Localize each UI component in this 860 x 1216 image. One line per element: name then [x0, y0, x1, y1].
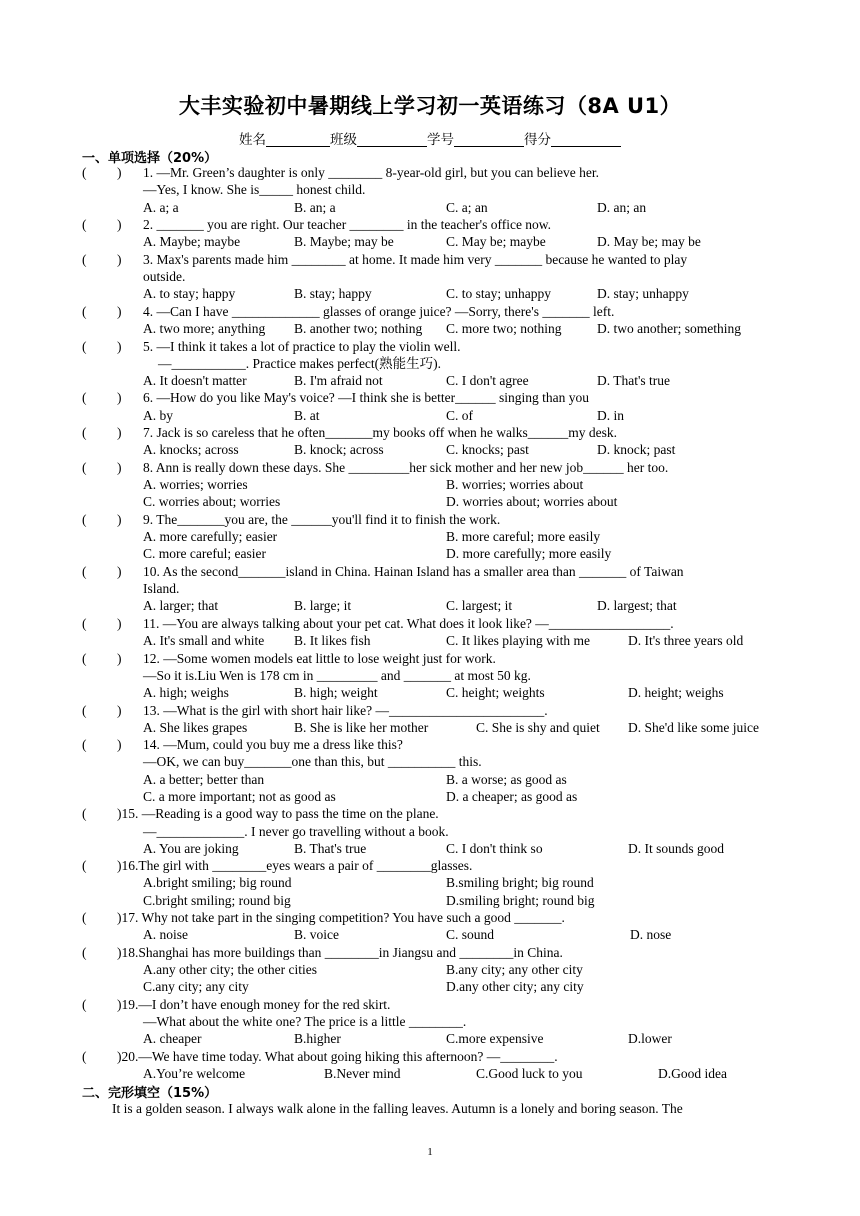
option-d: D. a cheaper; as good as [446, 789, 578, 804]
question-text: 8. Ann is really down these days. She _________her sick mother and her new job______ her too. [143, 460, 669, 475]
question-10-line-2 [0, 580, 860, 597]
option-a: A. a better; better than [143, 772, 265, 787]
name-label: 姓名 [239, 132, 266, 148]
option-b: B. knock; across [294, 442, 384, 457]
option-c: C. She is shy and quiet [476, 720, 600, 735]
option-b: B. voice [294, 927, 339, 942]
question-9-options-row-1 [0, 528, 860, 545]
option-d: D.Good idea [658, 1066, 727, 1081]
option-c: C. more careful; easier [143, 546, 266, 561]
option-a: A. two more; anything [143, 321, 266, 336]
question-text: )15. —Reading is a good way to pass the time on the plane. [117, 806, 439, 821]
option-b: B. That's true [294, 841, 367, 856]
question-text: )20.—We have time today. What about going hiking this afternoon? —________. [117, 1049, 558, 1064]
option-a: A. knocks; across [143, 442, 239, 457]
question-14-line-2 [0, 753, 860, 770]
question-text: )19.—I don’t have enough money for the red skirt. [117, 997, 391, 1012]
answer-paren: ( [82, 252, 87, 267]
question-9 [0, 511, 860, 528]
option-a: A. You are joking [143, 841, 239, 856]
cloze-passage: It is a golden season. I always walk alone in the falling leaves. Autumn is a lonely and boring season. The [112, 1101, 683, 1116]
option-d: D. worries about; worries about [446, 494, 618, 509]
question-text: 1. —Mr. Green’s daughter is only ________ 8-year-old girl, but you can believe her. [143, 165, 600, 180]
option-d: D. It's three years old [628, 633, 744, 648]
option-d: D. knock; past [597, 442, 676, 457]
answer-paren: ( [82, 806, 87, 821]
question-text: )17. Why not take part in the singing competition? You have such a good _______. [117, 910, 565, 925]
option-d: D. more carefully; more easily [446, 546, 612, 561]
option-a: A. It's small and white [143, 633, 265, 648]
option-c: C. more two; nothing [446, 321, 562, 336]
question-1-line-2 [0, 181, 860, 198]
option-d: D. May be; may be [597, 234, 701, 249]
paren-close: ) [117, 217, 122, 232]
question-19 [0, 996, 860, 1013]
question-12 [0, 650, 860, 667]
option-a: A. high; weighs [143, 685, 229, 700]
option-b: B. more careful; more easily [446, 529, 601, 544]
question-text: —_____________. I never go travelling without a book. [143, 824, 449, 839]
answer-paren: ( [82, 165, 87, 180]
question-text: —OK, we can buy_______one than this, but __________ this. [143, 754, 482, 769]
option-b: B. a worse; as good as [446, 772, 567, 787]
answer-paren: ( [82, 945, 87, 960]
paren-close: ) [117, 425, 122, 440]
question-17-options [0, 926, 860, 943]
question-11-options [0, 632, 860, 649]
option-d: D. height; weighs [628, 685, 724, 700]
option-c: C. worries about; worries [143, 494, 281, 509]
option-b: B.smiling bright; big round [446, 875, 594, 890]
question-13-options [0, 719, 860, 736]
question-17 [0, 909, 860, 926]
paren-close: ) [117, 460, 122, 475]
answer-paren: ( [82, 651, 87, 666]
score-label: 得分 [524, 132, 551, 148]
paren-close: ) [117, 737, 122, 752]
question-text: 10. As the second_______island in China. Hainan Island has a smaller area than _______ of Taiwan [143, 564, 684, 579]
option-a: A. more carefully; easier [143, 529, 278, 544]
option-c: C. a; an [446, 200, 488, 215]
question-18-options-row-2 [0, 978, 860, 995]
option-c: C. of [446, 408, 473, 423]
question-text: 13. —What is the girl with short hair like? —_______________________. [143, 703, 548, 718]
option-d: D.any other city; any city [446, 979, 584, 994]
question-text: 11. —You are always talking about your pet cat. What does it look like? —__________________. [143, 616, 674, 631]
question-14-options-row-2 [0, 788, 860, 805]
paren-close: ) [117, 390, 122, 405]
question-7-options [0, 441, 860, 458]
option-c: C.any city; any city [143, 979, 249, 994]
question-19-options [0, 1030, 860, 1047]
answer-paren: ( [82, 858, 87, 873]
option-d: D. largest; that [597, 598, 677, 613]
option-b: B. at [294, 408, 320, 423]
question-text: —Yes, I know. She is_____ honest child. [143, 182, 366, 197]
option-a: A.bright smiling; big round [143, 875, 292, 890]
option-b: B. an; a [294, 200, 336, 215]
question-4-options [0, 320, 860, 337]
question-5 [0, 338, 860, 355]
option-a: A. It doesn't matter [143, 373, 247, 388]
answer-paren: ( [82, 460, 87, 475]
option-d: D. nose [630, 927, 672, 942]
answer-paren: ( [82, 564, 87, 579]
option-d: D. That's true [597, 373, 671, 388]
answer-paren: ( [82, 703, 87, 718]
question-text: Island. [143, 581, 180, 596]
question-10 [0, 563, 860, 580]
question-2 [0, 216, 860, 233]
question-1 [0, 164, 860, 181]
question-18 [0, 944, 860, 961]
question-3-options [0, 285, 860, 302]
page-number: 1 [427, 1146, 433, 1158]
option-a: A. to stay; happy [143, 286, 236, 301]
option-c: C. I don't think so [446, 841, 543, 856]
option-b: B.higher [294, 1031, 341, 1046]
question-16-options-row-2 [0, 892, 860, 909]
answer-paren: ( [82, 910, 87, 925]
question-text: 14. —Mum, could you buy me a dress like this? [143, 737, 403, 752]
option-b: B. She is like her mother [294, 720, 429, 735]
score-blank [551, 132, 621, 147]
question-11 [0, 615, 860, 632]
question-1-options [0, 199, 860, 216]
option-d: D.smiling bright; round big [446, 893, 595, 908]
question-16-options-row-1 [0, 874, 860, 891]
option-b: B. stay; happy [294, 286, 372, 301]
question-18-options-row-1 [0, 961, 860, 978]
section-title-multiple-choice: 一、单项选择（20%） [82, 151, 218, 166]
option-c: C. largest; it [446, 598, 513, 613]
question-text: 2. _______ you are right. Our teacher ________ in the teacher's office now. [143, 217, 552, 232]
question-text: 7. Jack is so careless that he often_______my books off when he walks______my desk. [143, 425, 618, 440]
page-title: 大丰实验初中暑期线上学习初一英语练习（8A U1） [178, 94, 682, 118]
answer-paren: ( [82, 1049, 87, 1064]
answer-paren: ( [82, 616, 87, 631]
paren-close: ) [117, 304, 122, 319]
question-20-options [0, 1065, 860, 1082]
answer-paren: ( [82, 512, 87, 527]
answer-paren: ( [82, 217, 87, 232]
question-4 [0, 303, 860, 320]
question-15-options [0, 840, 860, 857]
question-6-options [0, 407, 860, 424]
answer-paren: ( [82, 737, 87, 752]
id-blank [454, 132, 524, 147]
option-c: C. knocks; past [446, 442, 529, 457]
question-text: outside. [143, 269, 186, 284]
option-d: D. She'd like some juice [628, 720, 760, 735]
option-d: D.lower [628, 1031, 672, 1046]
question-text: —So it is.Liu Wen is 178 cm in _________ and _______ at most 50 kg. [143, 668, 531, 683]
option-a: A. worries; worries [143, 477, 248, 492]
option-a: A. Maybe; maybe [143, 234, 241, 249]
question-5-line-2 [0, 355, 860, 372]
section-title-cloze: 二、完形填空（15%） [82, 1086, 218, 1101]
option-c: C. It likes playing with me [446, 633, 590, 648]
paren-close: ) [117, 651, 122, 666]
question-14-options-row-1 [0, 771, 860, 788]
question-text: 6. —How do you like May's voice? —I think she is better______ singing than you [143, 390, 590, 405]
question-text: )18.Shanghai has more buildings than ________in Jiangsu and ________in China. [117, 945, 563, 960]
answer-paren: ( [82, 304, 87, 319]
question-7 [0, 424, 860, 441]
question-text: 5. —I think it takes a lot of practice to play the violin well. [143, 339, 461, 354]
paren-close: ) [117, 512, 122, 527]
option-b: B. It likes fish [294, 633, 371, 648]
question-text: 3. Max's parents made him ________ at home. It made him very _______ because he wanted to play [143, 252, 688, 267]
question-12-line-2 [0, 667, 860, 684]
question-14 [0, 736, 860, 753]
paren-close: ) [117, 564, 122, 579]
question-text: 4. —Can I have _____________ glasses of orange juice? —Sorry, there's _______ left. [143, 304, 615, 319]
option-d: D. stay; unhappy [597, 286, 689, 301]
paren-close: ) [117, 616, 122, 631]
question-text: —What about the white one? The price is a little ________. [143, 1014, 467, 1029]
question-15-line-2 [0, 823, 860, 840]
question-19-line-2 [0, 1013, 860, 1030]
paren-close: ) [117, 339, 122, 354]
class-blank [357, 132, 427, 147]
option-b: B. large; it [294, 598, 352, 613]
option-d: D. an; an [597, 200, 647, 215]
paren-close: ) [117, 252, 122, 267]
question-13 [0, 702, 860, 719]
option-c: C.more expensive [446, 1031, 544, 1046]
question-15 [0, 805, 860, 822]
option-a: A. She likes grapes [143, 720, 248, 735]
answer-paren: ( [82, 390, 87, 405]
option-c: C. May be; maybe [446, 234, 546, 249]
student-info-line [0, 128, 860, 148]
question-text: 9. The_______you are, the ______you'll find it to finish the work. [143, 512, 501, 527]
option-b: B. another two; nothing [294, 321, 423, 336]
option-a: A. larger; that [143, 598, 219, 613]
option-a: A. by [143, 408, 173, 423]
question-3-line-2 [0, 268, 860, 285]
answer-paren: ( [82, 425, 87, 440]
option-c: C. I don't agree [446, 373, 529, 388]
question-16 [0, 857, 860, 874]
option-a: A. a; a [143, 200, 179, 215]
question-8-options-row-1 [0, 476, 860, 493]
question-10-options [0, 597, 860, 614]
option-d: D. It sounds good [628, 841, 725, 856]
option-c: C. sound [446, 927, 495, 942]
option-c: C. a more important; not as good as [143, 789, 336, 804]
question-text: 12. —Some women models eat little to lose weight just for work. [143, 651, 496, 666]
id-label: 学号 [427, 132, 454, 148]
option-d: D. two another; something [597, 321, 741, 336]
answer-paren: ( [82, 997, 87, 1012]
paren-close: ) [117, 165, 122, 180]
option-c: C.bright smiling; round big [143, 893, 291, 908]
answer-paren: ( [82, 339, 87, 354]
option-b: B.Never mind [324, 1066, 401, 1081]
question-12-options [0, 684, 860, 701]
option-b: B. high; weight [294, 685, 378, 700]
option-b: B. I'm afraid not [294, 373, 383, 388]
question-6 [0, 389, 860, 406]
option-a: A.You’re welcome [143, 1066, 246, 1081]
question-text: )16.The girl with ________eyes wears a pair of ________glasses. [117, 858, 473, 873]
option-a: A.any other city; the other cities [143, 962, 317, 977]
option-b: B. worries; worries about [446, 477, 584, 492]
question-5-options [0, 372, 860, 389]
option-b: B. Maybe; may be [294, 234, 394, 249]
option-c: C. to stay; unhappy [446, 286, 551, 301]
option-b: B.any city; any other city [446, 962, 583, 977]
question-text: —___________. Practice makes perfect(熟能生巧). [158, 356, 442, 371]
question-8-options-row-2 [0, 493, 860, 510]
option-c: C. height; weights [446, 685, 545, 700]
option-a: A. cheaper [143, 1031, 202, 1046]
question-20 [0, 1048, 860, 1065]
question-8 [0, 459, 860, 476]
name-blank [266, 132, 330, 147]
question-3 [0, 251, 860, 268]
option-d: D. in [597, 408, 624, 423]
question-9-options-row-2 [0, 545, 860, 562]
option-a: A. noise [143, 927, 188, 942]
paren-close: ) [117, 703, 122, 718]
question-2-options [0, 233, 860, 250]
option-c: C.Good luck to you [476, 1066, 583, 1081]
class-label: 班级 [330, 132, 357, 148]
